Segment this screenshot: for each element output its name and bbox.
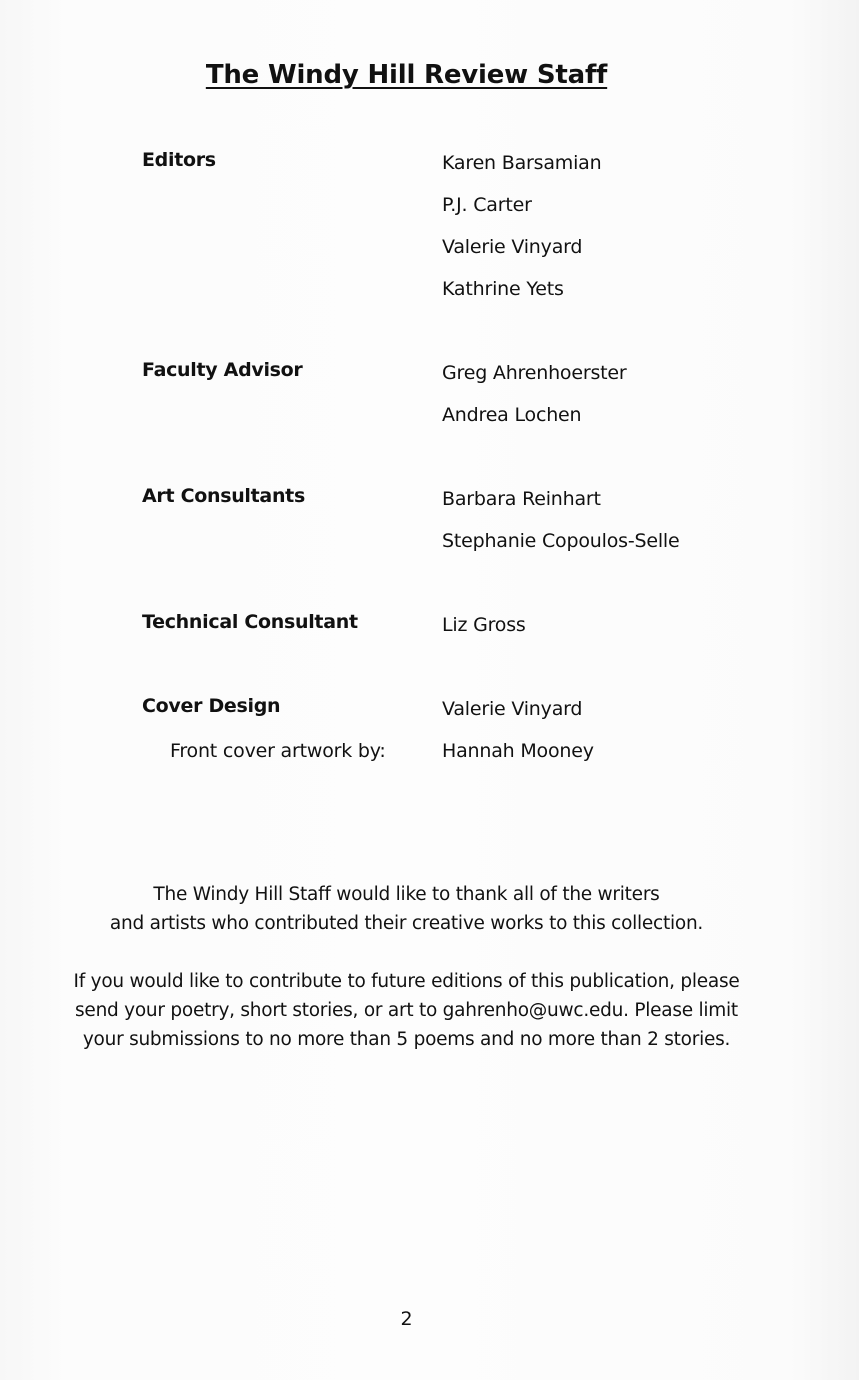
role-label: Art Consultants [142,485,305,507]
contribute-line: send your poetry, short stories, or art to gahrenho@uwc.edu. Please limit [75,1000,738,1021]
thanks-paragraph [0,880,813,938]
thanks-line: The Windy Hill Staff would like to thank all of the writers [153,884,660,905]
contribute-line: your submissions to no more than 5 poems and no more than 2 stories. [82,1029,731,1050]
staff-role-technical-consultant [142,604,782,646]
role-names [442,688,782,730]
staff-role-editors [142,142,782,310]
sub-role-label: Front cover artwork by: [170,740,386,762]
role-names [442,352,782,436]
role-names [442,142,782,310]
staff-name: Kathrine Yets [442,278,564,300]
role-names [442,478,782,562]
page-number: 2 [400,1308,413,1330]
staff-name: Barbara Reinhart [442,488,601,510]
cover-artwork-credit [142,730,782,772]
staff-role-cover-design [142,688,782,772]
staff-list [142,142,782,814]
staff-name: P.J. Carter [442,194,532,216]
staff-role-faculty-advisor [142,352,782,436]
role-label: Cover Design [142,695,281,717]
role-names [442,604,782,646]
staff-name: Karen Barsamian [442,152,602,174]
staff-name: Stephanie Copoulos-Selle [442,530,680,552]
page-title: The Windy Hill Review Staff [205,60,608,90]
thanks-line: and artists who contributed their creative works to this collection. [109,913,704,934]
staff-name: Valerie Vinyard [442,236,583,258]
role-label: Editors [142,149,216,171]
staff-name: Greg Ahrenhoerster [442,362,627,384]
staff-name: Valerie Vinyard [442,698,583,720]
contribute-paragraph [0,967,813,1054]
staff-name: Hannah Mooney [442,740,594,762]
contribute-line: If you would like to contribute to future editions of this publication, please [73,971,740,992]
staff-name: Andrea Lochen [442,404,582,426]
role-label: Faculty Advisor [142,359,303,381]
staff-name: Liz Gross [442,614,526,636]
staff-role-art-consultants [142,478,782,562]
role-label: Technical Consultant [142,611,358,633]
